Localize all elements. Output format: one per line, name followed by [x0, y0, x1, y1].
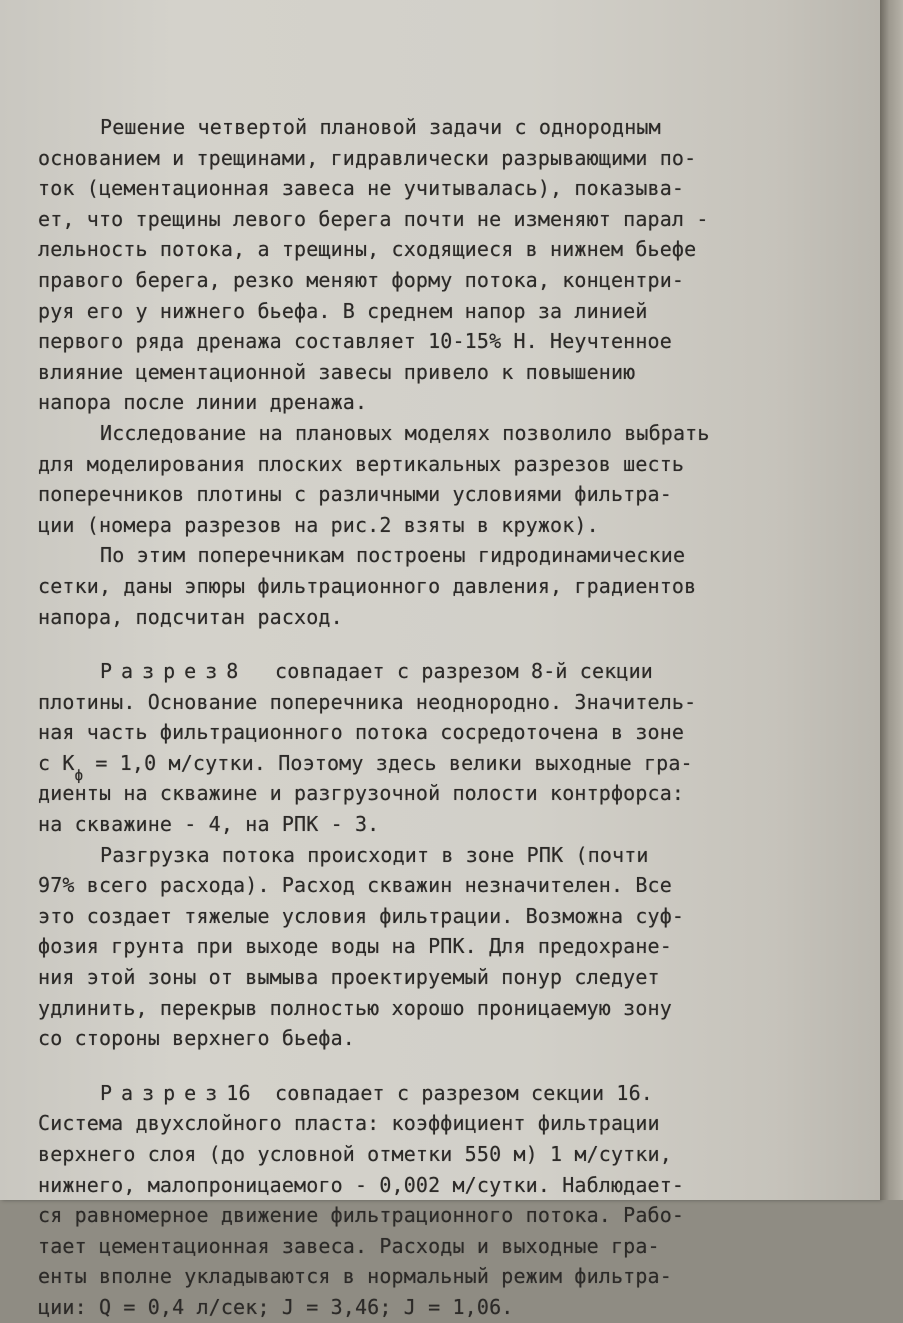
text-line: верхнего слоя (до условной отметки 550 м) 1 м/сутки, — [38, 1142, 672, 1166]
text-line: По этим поперечникам построены гидродинамические — [100, 543, 686, 568]
text-line: со стороны верхнего бьефа. — [38, 1026, 355, 1051]
text-line: напора после линии дренажа. — [38, 390, 368, 415]
text-line: диенты на скважине и разгрузочной полости контрфорса: — [38, 781, 685, 806]
text-line: ции (номера разрезов на рис.2 взяты в кружок). — [38, 512, 599, 537]
text-line: правого берега, резко меняют форму потока, концентри- — [38, 267, 685, 292]
text-line: это создает тяжелые условия фильтрации. Возможна суф- — [38, 903, 685, 928]
text-line: ся равномерное движение фильтрационного потока. Рабо- — [38, 1203, 685, 1228]
section-heading-number: 8 — [226, 659, 239, 684]
text-line: ет, что трещины левого берега почти не изменяют парал - — [38, 206, 709, 231]
text-line: плотины. Основание поперечника неоднородно. Значитель- — [38, 689, 697, 714]
text-line: основанием и трещинами, гидравлически разрывающими по- — [38, 145, 697, 170]
k-line-rest: = 1,0 м/сутки. Поэтому здесь велики выходные гра- — [83, 750, 693, 775]
k-subscript: ф — [74, 767, 84, 784]
text-line: лельность потока, а трещины, сходящиеся в нижнем бьефе — [38, 237, 697, 262]
text-line: ток (цементационная завеса не учитывалась), показыва- — [38, 176, 685, 201]
text-line: на скважине - 4, на РПК - 3. — [38, 812, 380, 837]
text-line: нижнего, малопроницаемого - 0,002 м/сутки. Наблюдает- — [38, 1172, 685, 1197]
text-line: ции: Q = 0,4 л/сек; J = 3,46; J = 1,06. — [38, 1294, 514, 1319]
text-line: 97% всего расхода). Расход скважин незначителен. Все — [38, 873, 672, 898]
text-line — [38, 748, 838, 784]
text-line: влияние цементационной завесы привело к повышению — [38, 359, 636, 384]
text-line: Разгрузка потока происходит в зоне РПК (почти — [100, 842, 649, 867]
text-line: Исследование на плановых моделях позволило выбрать — [100, 420, 710, 445]
text-line: Система двухслойного пласта: коэффициент фильтрации — [38, 1111, 660, 1136]
k-symbol: с К — [38, 750, 75, 775]
text-line: для моделирования плоских вертикальных разрезов шесть — [38, 451, 685, 476]
section-heading-word: Разрез — [100, 659, 227, 684]
section-heading-rest: совпадает с разрезом 8-й секции — [275, 659, 653, 684]
text-line: первого ряда дренажа составляет 10-15% Н. Неучтенное — [38, 329, 672, 354]
paragraph-gap — [38, 1054, 838, 1078]
text-line: руя его у нижнего бьефа. В среднем напор за линией — [38, 298, 648, 323]
text-line: ния этой зоны от вымыва проектируемый понур следует — [38, 965, 660, 990]
text-line: поперечников плотины с различными условиями фильтра- — [38, 482, 672, 507]
section-heading-word: Разрез — [100, 1080, 227, 1105]
document-text — [38, 112, 838, 1323]
text-line: енты вполне укладываются в нормальный режим фильтра- — [38, 1264, 672, 1289]
page-edge — [880, 0, 903, 1200]
section-heading-rest: совпадает с разрезом секции 16. — [275, 1080, 653, 1105]
text-line: ная часть фильтрационного потока сосредоточена в зоне — [38, 720, 685, 745]
paragraph-gap — [38, 632, 838, 656]
text-line: напора, подсчитан расход. — [38, 604, 343, 629]
text-line: удлинить, перекрыв полностью хорошо проницаемую зону — [38, 995, 672, 1020]
text-line: фозия грунта при выходе воды на РПК. Для предохране- — [38, 934, 672, 959]
section-heading-number: 16 — [226, 1080, 251, 1105]
text-line: Решение четвертой плановой задачи с однородным — [100, 115, 661, 139]
text-line: сетки, даны эпюры фильтрационного давления, градиентов — [38, 573, 697, 598]
text-line: тает цементационная завеса. Расходы и выходные гра- — [38, 1233, 660, 1258]
section-heading-8 — [38, 656, 838, 687]
section-heading-16 — [38, 1078, 838, 1109]
